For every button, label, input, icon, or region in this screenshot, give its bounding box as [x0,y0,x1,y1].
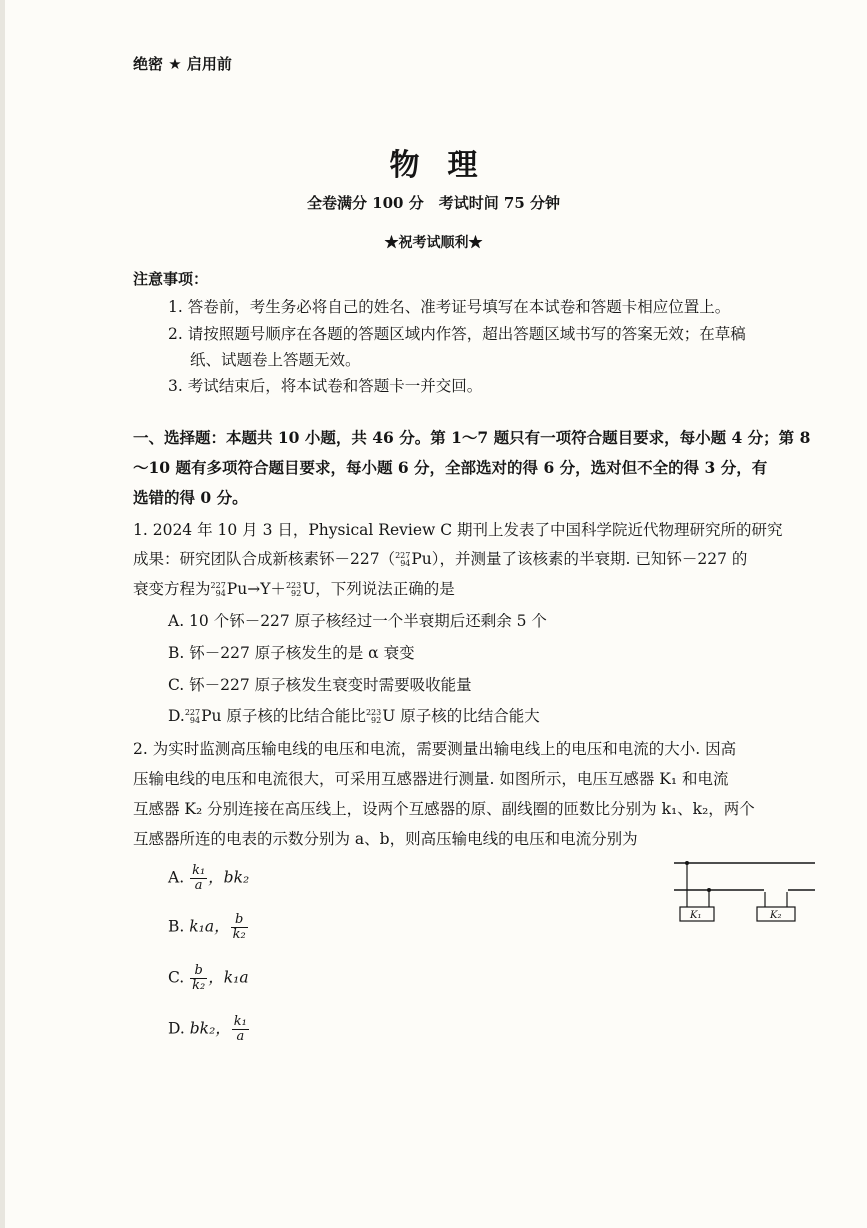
pu-nuclide: 227 94 [395,551,411,568]
exam-meta: 全卷满分 100 分 考试时间 75 分钟 [306,194,561,212]
section-intro-2: ～10 题有多项符合题目要求，每小题 6 分，全部选对的得 6 分，选对但不全的得 3 分，有 [133,458,768,477]
q2-stem-3: 互感器 K₂ 分别连接在高压线上，设两个互感器的原、副线圈的匝数比分别为 k₁、k₂，两个 [133,800,755,818]
fraction: $\frac{\text{k₁}}{a}$ [233,1014,247,1044]
page-title: 物理 [389,148,506,183]
k1-label: K₁ [690,910,702,921]
q1-stem-1: 1. 2024 年 10 月 3 日，Physical Review C 期刊上发表了中国科学院近代物理研究所的研究 [133,521,783,539]
u-nuclide: 223 92 [365,708,382,725]
q1-option-a: A. 10 个钚－227 原子核经过一个半衰期后还剩余 5 个 [168,612,547,630]
q2-stem-4: 互感器所连的电表的示数分别为 a、b，则高压输电线的电压和电流分别为 [133,830,638,848]
q1-option-d: D. 227 94 Pu 原子核的比结合能比 223 92 U 原子核的比结合能大 [168,707,540,725]
fraction: $\frac{\text{k₁}}{a}$ [192,863,206,893]
q2-option-b: B. k₁a， $\frac{b}{\text{k₂}}$ [168,912,246,942]
u-nuclide: 223 92 [285,581,302,598]
q2-option-c: C. $\frac{b}{\text{k₂}}$ ，k₁a [168,963,249,993]
q1-stem-3: 衰变方程为 227 94 Pu→Y＋ 223 92 U，下列说法正确的是 [133,580,455,598]
k2-label: K₂ [770,910,782,921]
confidential-label: 绝密 ★ 启用前 [133,55,232,73]
pu-nuclide: 227 94 [210,581,226,598]
notice-item-3: 3. 考试结束后，将本试卷和答题卡一并交回。 [168,377,483,395]
section-intro-3: 选错的得 0 分。 [133,488,248,507]
section-intro-1: 一、选择题：本题共 10 小题，共 46 分。第 1～7 题只有一项符合题目要求，每小题 4 分；第 8 [133,428,811,447]
q2-stem-1: 2. 为实时监测高压输电线的电压和电流，需要测量出输电线上的电压和电流的大小. 因高 [133,740,737,758]
q1-option-b: B. 钚－227 原子核发生的是 α 衰变 [168,644,415,662]
q2-stem-2: 压输电线的电压和电流很大，可采用互感器进行测量. 如图所示，电压互感器 K₁ 和电流 [133,770,729,788]
fraction: $\frac{b}{\text{k₂}}$ [232,912,246,942]
notice-item-2-cont: 纸、试题卷上答题无效。 [190,351,361,369]
line-break-gap [764,888,788,892]
fraction: $\frac{b}{\text{k₂}}$ [192,963,206,993]
q2-option-a: A. $\frac{\text{k₁}}{a}$ ，bk₂ [168,863,250,893]
q1-option-c: C. 钚－227 原子核发生衰变时需要吸收能量 [168,676,472,694]
q2-option-d: D. bk₂， $\frac{\text{k₁}}{a}$ [168,1014,247,1044]
transformer-circuit-diagram [672,858,817,928]
notice-heading: 注意事项： [133,270,209,288]
q1-stem-2: 成果：研究团队合成新核素钚－227（ 227 94 Pu），并测量了该核素的半衰期. 已知钚－227 的 [133,550,748,568]
notice-item-2: 2. 请按照题号顺序在各题的答题区域内作答，超出答题区域书写的答案无效；在草稿 [168,325,746,343]
notice-item-1: 1. 答卷前，考生务必将自己的姓名、准考证号填写在本试卷和答题卡相应位置上。 [168,298,731,316]
pu-nuclide: 227 94 [184,708,201,725]
good-luck-line: ★祝考试顺利★ [384,235,483,251]
page-edge [0,0,5,1228]
